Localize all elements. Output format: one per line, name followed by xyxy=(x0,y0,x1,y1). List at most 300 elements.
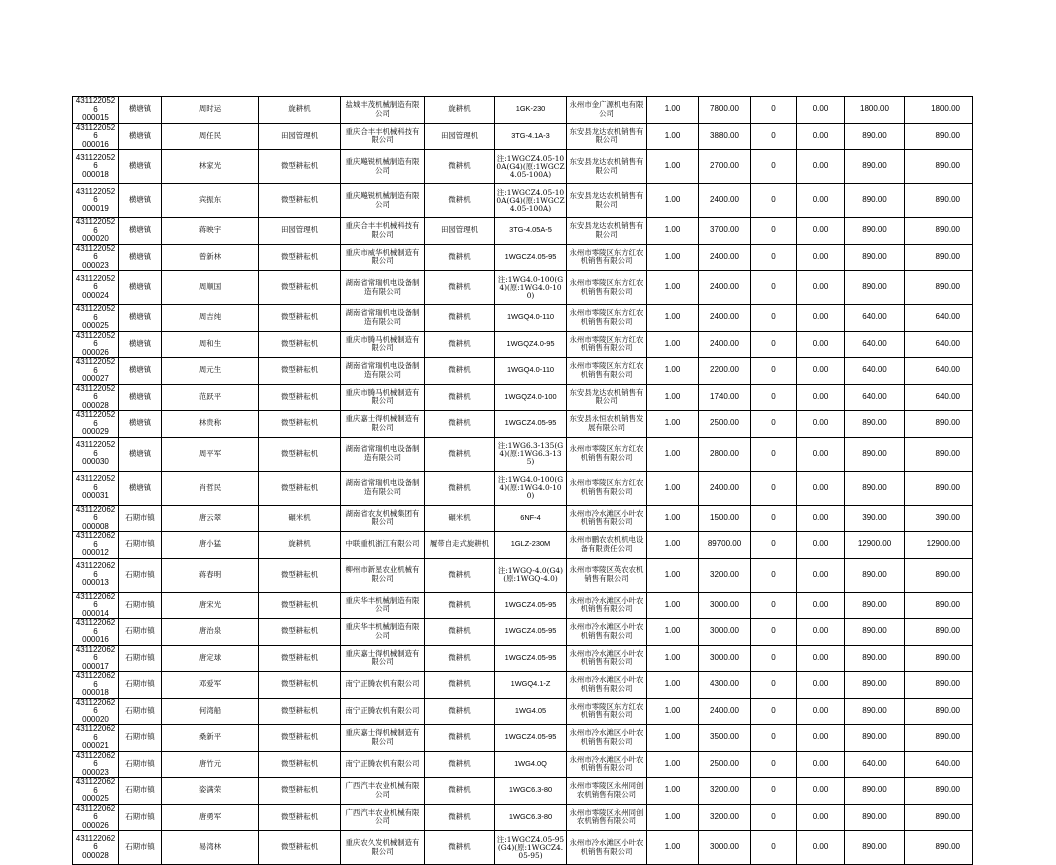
cell-maker: 重庆嘉士得机械制造有限公司 xyxy=(341,645,425,672)
cell-subsidy: 890.00 xyxy=(845,619,905,646)
cell-name: 周任民 xyxy=(162,123,259,150)
cell-qty: 1.00 xyxy=(647,804,699,831)
cell-c2: 0.00 xyxy=(797,244,845,271)
table-row xyxy=(73,244,973,271)
cell-price: 1740.00 xyxy=(699,384,751,411)
cell-maker: 湖南省常瑞机电设备制造有限公司 xyxy=(341,358,425,385)
cell-c1: 0 xyxy=(751,831,797,865)
cell-qty: 1.00 xyxy=(647,592,699,619)
cell-model: 注:1WGCZ4.05-95(G4)(原:1WGCZ4.05-95) xyxy=(495,831,567,865)
table-row xyxy=(73,619,973,646)
cell-type: 微耕机 xyxy=(425,831,495,865)
cell-type: 微耕机 xyxy=(425,778,495,805)
cell-price: 3000.00 xyxy=(699,592,751,619)
cell-maker: 重庆嘉士得机械制造有限公司 xyxy=(341,411,425,438)
cell-name: 邓爱军 xyxy=(162,672,259,699)
cell-type: 微耕机 xyxy=(425,592,495,619)
cell-qty: 1.00 xyxy=(647,505,699,532)
cell-subsidy: 890.00 xyxy=(845,698,905,725)
cell-model: 3TG-4.05A-5 xyxy=(495,218,567,245)
cell-c2: 0.00 xyxy=(797,619,845,646)
cell-dealer: 永州市零陵区永州同创农机销售有限公司 xyxy=(567,778,647,805)
cell-type: 微耕机 xyxy=(425,471,495,505)
cell-total: 890.00 xyxy=(905,725,973,752)
cell-town: 横塘镇 xyxy=(119,358,162,385)
cell-total: 640.00 xyxy=(905,305,973,332)
cell-model: 1WGQ4.0-110 xyxy=(495,305,567,332)
cell-maker: 重庆华丰机械制造有限公司 xyxy=(341,619,425,646)
cell-id: 4311220526 000025 xyxy=(73,305,119,332)
table-row xyxy=(73,532,973,559)
cell-model: 注:1WGQ-4.0(G4)(原:1WGQ-4.0) xyxy=(495,558,567,592)
cell-cat: 微型耕耘机 xyxy=(259,804,341,831)
cell-subsidy: 890.00 xyxy=(845,471,905,505)
cell-cat: 微型耕耘机 xyxy=(259,645,341,672)
cell-qty: 1.00 xyxy=(647,123,699,150)
cell-subsidy: 640.00 xyxy=(845,358,905,385)
cell-town: 横塘镇 xyxy=(119,97,162,124)
cell-price: 3500.00 xyxy=(699,725,751,752)
cell-town: 横塘镇 xyxy=(119,150,162,184)
cell-c2: 0.00 xyxy=(797,411,845,438)
cell-qty: 1.00 xyxy=(647,672,699,699)
cell-c1: 0 xyxy=(751,384,797,411)
cell-town: 石期市镇 xyxy=(119,751,162,778)
cell-c1: 0 xyxy=(751,218,797,245)
cell-c1: 0 xyxy=(751,558,797,592)
cell-maker: 重庆市腾马机械制造有限公司 xyxy=(341,331,425,358)
cell-c2: 0.00 xyxy=(797,184,845,218)
table-row xyxy=(73,97,973,124)
cell-id: 4311220626 000014 xyxy=(73,592,119,619)
cell-dealer: 永州市鹏农农机机电设备有限责任公司 xyxy=(567,532,647,559)
cell-subsidy: 640.00 xyxy=(845,305,905,332)
cell-subsidy: 890.00 xyxy=(845,592,905,619)
cell-type: 微耕机 xyxy=(425,358,495,385)
cell-subsidy: 890.00 xyxy=(845,672,905,699)
cell-model: 1WGQZ4.0-95 xyxy=(495,331,567,358)
cell-name: 唐定球 xyxy=(162,645,259,672)
cell-qty: 1.00 xyxy=(647,271,699,305)
cell-cat: 田园管理机 xyxy=(259,123,341,150)
cell-maker: 南宁正腾农机有限公司 xyxy=(341,698,425,725)
cell-model: 1WG4.0Q xyxy=(495,751,567,778)
cell-c2: 0.00 xyxy=(797,558,845,592)
cell-c1: 0 xyxy=(751,331,797,358)
cell-model: 1WGC6.3-80 xyxy=(495,804,567,831)
cell-subsidy: 390.00 xyxy=(845,505,905,532)
cell-price: 2400.00 xyxy=(699,184,751,218)
cell-model: 1WGQ4.0-110 xyxy=(495,358,567,385)
cell-type: 旋耕机 xyxy=(425,97,495,124)
cell-c2: 0.00 xyxy=(797,150,845,184)
cell-c1: 0 xyxy=(751,150,797,184)
cell-price: 3200.00 xyxy=(699,778,751,805)
cell-qty: 1.00 xyxy=(647,532,699,559)
cell-maker: 重庆市腾马机械制造有限公司 xyxy=(341,384,425,411)
cell-qty: 1.00 xyxy=(647,831,699,865)
table-row xyxy=(73,331,973,358)
cell-type: 微耕机 xyxy=(425,558,495,592)
cell-cat: 微型耕耘机 xyxy=(259,184,341,218)
cell-c2: 0.00 xyxy=(797,645,845,672)
cell-qty: 1.00 xyxy=(647,305,699,332)
cell-c1: 0 xyxy=(751,271,797,305)
cell-id: 4311220626 000026 xyxy=(73,804,119,831)
cell-town: 石期市镇 xyxy=(119,698,162,725)
cell-c1: 0 xyxy=(751,751,797,778)
table-row xyxy=(73,698,973,725)
cell-id: 4311220526 000019 xyxy=(73,184,119,218)
cell-price: 2400.00 xyxy=(699,271,751,305)
cell-c1: 0 xyxy=(751,698,797,725)
cell-id: 4311220626 000028 xyxy=(73,831,119,865)
cell-total: 12900.00 xyxy=(905,532,973,559)
cell-cat: 碾米机 xyxy=(259,505,341,532)
cell-dealer: 东安县永恒农机销售发展有限公司 xyxy=(567,411,647,438)
cell-total: 890.00 xyxy=(905,698,973,725)
cell-subsidy: 890.00 xyxy=(845,218,905,245)
cell-price: 3200.00 xyxy=(699,804,751,831)
cell-id: 4311220526 000030 xyxy=(73,437,119,471)
cell-town: 石期市镇 xyxy=(119,592,162,619)
cell-model: 1WGC6.3-80 xyxy=(495,778,567,805)
cell-town: 石期市镇 xyxy=(119,558,162,592)
cell-subsidy: 890.00 xyxy=(845,778,905,805)
cell-dealer: 永州市零陵区东方红农机销售有限公司 xyxy=(567,271,647,305)
cell-dealer: 东安县龙达农机销售有限公司 xyxy=(567,218,647,245)
cell-c2: 0.00 xyxy=(797,358,845,385)
cell-c1: 0 xyxy=(751,97,797,124)
cell-price: 2800.00 xyxy=(699,437,751,471)
cell-price: 3200.00 xyxy=(699,558,751,592)
cell-dealer: 永州市零陵区东方红农机销售有限公司 xyxy=(567,437,647,471)
cell-subsidy: 890.00 xyxy=(845,558,905,592)
cell-model: 6NF-4 xyxy=(495,505,567,532)
cell-town: 横塘镇 xyxy=(119,471,162,505)
cell-type: 微耕机 xyxy=(425,698,495,725)
cell-name: 唐竹元 xyxy=(162,751,259,778)
cell-cat: 田园管理机 xyxy=(259,218,341,245)
cell-town: 横塘镇 xyxy=(119,271,162,305)
cell-model: 1WG4.05 xyxy=(495,698,567,725)
cell-dealer: 永州市零陵区东方红农机销售有限公司 xyxy=(567,471,647,505)
cell-town: 石期市镇 xyxy=(119,619,162,646)
cell-type: 微耕机 xyxy=(425,244,495,271)
cell-type: 微耕机 xyxy=(425,305,495,332)
cell-type: 履带自走式旋耕机 xyxy=(425,532,495,559)
cell-town: 石期市镇 xyxy=(119,831,162,865)
cell-price: 2400.00 xyxy=(699,698,751,725)
cell-name: 宾振东 xyxy=(162,184,259,218)
cell-price: 3880.00 xyxy=(699,123,751,150)
cell-subsidy: 12900.00 xyxy=(845,532,905,559)
cell-price: 2400.00 xyxy=(699,331,751,358)
table-row xyxy=(73,384,973,411)
cell-id: 4311220626 000020 xyxy=(73,698,119,725)
cell-town: 横塘镇 xyxy=(119,244,162,271)
cell-cat: 微型耕耘机 xyxy=(259,437,341,471)
cell-c1: 0 xyxy=(751,619,797,646)
cell-dealer: 永州市冷水滩区小叶农机销售有限公司 xyxy=(567,751,647,778)
cell-price: 2400.00 xyxy=(699,305,751,332)
cell-subsidy: 890.00 xyxy=(845,123,905,150)
cell-model: 注:1WGCZ4.05-100A(G4)(原:1WGCZ4.05-100A) xyxy=(495,150,567,184)
cell-id: 4311220526 000024 xyxy=(73,271,119,305)
cell-town: 横塘镇 xyxy=(119,218,162,245)
cell-model: 注:1WG6.3-135(G4)(原:1WG6.3-135) xyxy=(495,437,567,471)
cell-c2: 0.00 xyxy=(797,218,845,245)
cell-subsidy: 890.00 xyxy=(845,437,905,471)
cell-id: 4311220626 000018 xyxy=(73,672,119,699)
cell-dealer: 永州市零陵区东方红农机销售有限公司 xyxy=(567,244,647,271)
cell-model: 注:1WG4.0-100(G4)(原:1WG4.0-100) xyxy=(495,471,567,505)
cell-model: 1WGCZ4.05-95 xyxy=(495,411,567,438)
cell-dealer: 东安县龙达农机销售有限公司 xyxy=(567,184,647,218)
cell-model: 1GLZ-230M xyxy=(495,532,567,559)
cell-model: 1WGCZ4.05-95 xyxy=(495,244,567,271)
table-row xyxy=(73,218,973,245)
cell-c2: 0.00 xyxy=(797,532,845,559)
cell-id: 4311220526 000018 xyxy=(73,150,119,184)
cell-id: 4311220526 000029 xyxy=(73,411,119,438)
cell-maker: 重庆农久发机械制造有限公司 xyxy=(341,831,425,865)
cell-c1: 0 xyxy=(751,725,797,752)
cell-id: 4311220626 000021 xyxy=(73,725,119,752)
cell-qty: 1.00 xyxy=(647,358,699,385)
cell-name: 周吉纯 xyxy=(162,305,259,332)
cell-qty: 1.00 xyxy=(647,778,699,805)
cell-id: 4311220526 000026 xyxy=(73,331,119,358)
cell-qty: 1.00 xyxy=(647,411,699,438)
cell-model: 1WGCZ4.05-95 xyxy=(495,645,567,672)
cell-c1: 0 xyxy=(751,305,797,332)
cell-c2: 0.00 xyxy=(797,592,845,619)
cell-name: 唐云翠 xyxy=(162,505,259,532)
cell-total: 890.00 xyxy=(905,558,973,592)
cell-c2: 0.00 xyxy=(797,751,845,778)
cell-town: 横塘镇 xyxy=(119,184,162,218)
cell-type: 微耕机 xyxy=(425,437,495,471)
cell-type: 微耕机 xyxy=(425,725,495,752)
cell-id: 4311220626 000013 xyxy=(73,558,119,592)
cell-qty: 1.00 xyxy=(647,725,699,752)
cell-type: 田园管理机 xyxy=(425,218,495,245)
cell-total: 640.00 xyxy=(905,384,973,411)
table-row xyxy=(73,184,973,218)
cell-c2: 0.00 xyxy=(797,804,845,831)
cell-maker: 南宁正腾农机有限公司 xyxy=(341,672,425,699)
cell-total: 890.00 xyxy=(905,619,973,646)
cell-name: 姿满荣 xyxy=(162,778,259,805)
cell-model: 1GK-230 xyxy=(495,97,567,124)
cell-dealer: 永州市零陵区永州同创农机销售有限公司 xyxy=(567,804,647,831)
table-row xyxy=(73,645,973,672)
cell-c2: 0.00 xyxy=(797,384,845,411)
cell-price: 3000.00 xyxy=(699,645,751,672)
table-row xyxy=(73,505,973,532)
table-row xyxy=(73,804,973,831)
cell-c1: 0 xyxy=(751,471,797,505)
cell-town: 石期市镇 xyxy=(119,672,162,699)
cell-name: 林贵称 xyxy=(162,411,259,438)
cell-c2: 0.00 xyxy=(797,505,845,532)
cell-c2: 0.00 xyxy=(797,725,845,752)
cell-price: 7800.00 xyxy=(699,97,751,124)
cell-qty: 1.00 xyxy=(647,751,699,778)
cell-qty: 1.00 xyxy=(647,218,699,245)
cell-cat: 微型耕耘机 xyxy=(259,592,341,619)
cell-subsidy: 890.00 xyxy=(845,184,905,218)
cell-c1: 0 xyxy=(751,804,797,831)
cell-subsidy: 890.00 xyxy=(845,411,905,438)
cell-cat: 微型耕耘机 xyxy=(259,619,341,646)
cell-name: 周顺国 xyxy=(162,271,259,305)
cell-town: 石期市镇 xyxy=(119,804,162,831)
cell-subsidy: 890.00 xyxy=(845,244,905,271)
cell-maker: 重庆华丰机械制造有限公司 xyxy=(341,592,425,619)
cell-cat: 微型耕耘机 xyxy=(259,751,341,778)
cell-cat: 微型耕耘机 xyxy=(259,305,341,332)
cell-maker: 广西汽丰农业机械有限公司 xyxy=(341,778,425,805)
cell-id: 4311220626 000023 xyxy=(73,751,119,778)
cell-c1: 0 xyxy=(751,244,797,271)
cell-price: 1500.00 xyxy=(699,505,751,532)
cell-qty: 1.00 xyxy=(647,150,699,184)
cell-maker: 南宁正腾农机有限公司 xyxy=(341,751,425,778)
cell-model: 1WGCZ4.05-95 xyxy=(495,592,567,619)
cell-model: 注:1WGCZ4.05-100A(G4)(原:1WGCZ4.05-100A) xyxy=(495,184,567,218)
cell-maker: 湖南省常瑞机电设备制造有限公司 xyxy=(341,305,425,332)
cell-name: 周和生 xyxy=(162,331,259,358)
cell-qty: 1.00 xyxy=(647,244,699,271)
cell-total: 640.00 xyxy=(905,331,973,358)
cell-price: 4300.00 xyxy=(699,672,751,699)
cell-c1: 0 xyxy=(751,645,797,672)
cell-price: 2400.00 xyxy=(699,244,751,271)
cell-id: 4311220626 000016 xyxy=(73,619,119,646)
cell-cat: 微型耕耘机 xyxy=(259,672,341,699)
cell-c1: 0 xyxy=(751,672,797,699)
cell-id: 4311220526 000016 xyxy=(73,123,119,150)
cell-subsidy: 890.00 xyxy=(845,150,905,184)
cell-model: 1WGQ4.1-Z xyxy=(495,672,567,699)
cell-dealer: 永州市零陵区东方红农机销售有限公司 xyxy=(567,305,647,332)
cell-total: 890.00 xyxy=(905,244,973,271)
cell-total: 890.00 xyxy=(905,271,973,305)
cell-cat: 微型耕耘机 xyxy=(259,384,341,411)
cell-qty: 1.00 xyxy=(647,97,699,124)
cell-maker: 湖南省常瑞机电设备制造有限公司 xyxy=(341,471,425,505)
cell-town: 石期市镇 xyxy=(119,532,162,559)
cell-name: 唐宋光 xyxy=(162,592,259,619)
cell-town: 横塘镇 xyxy=(119,384,162,411)
table-row xyxy=(73,123,973,150)
cell-town: 石期市镇 xyxy=(119,778,162,805)
cell-subsidy: 890.00 xyxy=(845,804,905,831)
cell-id: 4311220526 000023 xyxy=(73,244,119,271)
cell-dealer: 永州市冷水滩区小叶农机销售有限公司 xyxy=(567,592,647,619)
cell-type: 微耕机 xyxy=(425,271,495,305)
cell-id: 4311220626 000017 xyxy=(73,645,119,672)
cell-cat: 微型耕耘机 xyxy=(259,778,341,805)
cell-town: 横塘镇 xyxy=(119,331,162,358)
cell-price: 3000.00 xyxy=(699,831,751,865)
cell-name: 唐小猛 xyxy=(162,532,259,559)
cell-cat: 微型耕耘机 xyxy=(259,411,341,438)
cell-maker: 重庆嘉士得机械制造有限公司 xyxy=(341,725,425,752)
cell-type: 微耕机 xyxy=(425,804,495,831)
cell-total: 640.00 xyxy=(905,358,973,385)
cell-total: 890.00 xyxy=(905,672,973,699)
cell-name: 唐勇军 xyxy=(162,804,259,831)
cell-total: 890.00 xyxy=(905,778,973,805)
cell-qty: 1.00 xyxy=(647,645,699,672)
cell-model: 1WGQZ4.0-100 xyxy=(495,384,567,411)
table-row xyxy=(73,725,973,752)
cell-id: 4311220526 000015 xyxy=(73,97,119,124)
cell-price: 2200.00 xyxy=(699,358,751,385)
cell-dealer: 永州市冷水滩区小叶农机销售有限公司 xyxy=(567,505,647,532)
cell-total: 390.00 xyxy=(905,505,973,532)
cell-cat: 微型耕耘机 xyxy=(259,244,341,271)
cell-total: 890.00 xyxy=(905,150,973,184)
cell-dealer: 永州市冷水滩区小叶农机销售有限公司 xyxy=(567,831,647,865)
cell-total: 1800.00 xyxy=(905,97,973,124)
cell-dealer: 永州市冷水滩区小叶农机销售有限公司 xyxy=(567,645,647,672)
cell-id: 4311220626 000012 xyxy=(73,532,119,559)
cell-price: 2700.00 xyxy=(699,150,751,184)
cell-subsidy: 640.00 xyxy=(845,751,905,778)
cell-id: 4311220526 000031 xyxy=(73,471,119,505)
cell-dealer: 东安县龙达农机销售有限公司 xyxy=(567,123,647,150)
cell-name: 桑新平 xyxy=(162,725,259,752)
cell-cat: 微型耕耘机 xyxy=(259,725,341,752)
cell-maker: 湖南省农友机械集团有限公司 xyxy=(341,505,425,532)
cell-type: 微耕机 xyxy=(425,184,495,218)
table-row xyxy=(73,411,973,438)
table-body xyxy=(73,97,973,865)
cell-c1: 0 xyxy=(751,358,797,385)
cell-cat: 微型耕耘机 xyxy=(259,698,341,725)
cell-town: 横塘镇 xyxy=(119,305,162,332)
cell-type: 微耕机 xyxy=(425,751,495,778)
cell-town: 石期市镇 xyxy=(119,645,162,672)
cell-maker: 柳州市新星农业机械有限公司 xyxy=(341,558,425,592)
cell-c2: 0.00 xyxy=(797,437,845,471)
cell-total: 890.00 xyxy=(905,471,973,505)
cell-c1: 0 xyxy=(751,532,797,559)
cell-c1: 0 xyxy=(751,505,797,532)
cell-c2: 0.00 xyxy=(797,471,845,505)
cell-dealer: 永州市零陵区英农农机销售有限公司 xyxy=(567,558,647,592)
cell-maker: 中联重机浙江有限公司 xyxy=(341,532,425,559)
cell-total: 890.00 xyxy=(905,184,973,218)
cell-model: 1WGCZ4.05-95 xyxy=(495,619,567,646)
cell-maker: 重庆飚锐机械制造有限公司 xyxy=(341,150,425,184)
cell-subsidy: 890.00 xyxy=(845,271,905,305)
cell-town: 横塘镇 xyxy=(119,437,162,471)
cell-type: 微耕机 xyxy=(425,672,495,699)
cell-c2: 0.00 xyxy=(797,831,845,865)
cell-type: 微耕机 xyxy=(425,619,495,646)
cell-model: 1WGCZ4.05-95 xyxy=(495,725,567,752)
cell-subsidy: 640.00 xyxy=(845,331,905,358)
cell-dealer: 永州市零陵区东方红农机销售有限公司 xyxy=(567,358,647,385)
table-row xyxy=(73,831,973,865)
cell-c2: 0.00 xyxy=(797,97,845,124)
cell-qty: 1.00 xyxy=(647,384,699,411)
